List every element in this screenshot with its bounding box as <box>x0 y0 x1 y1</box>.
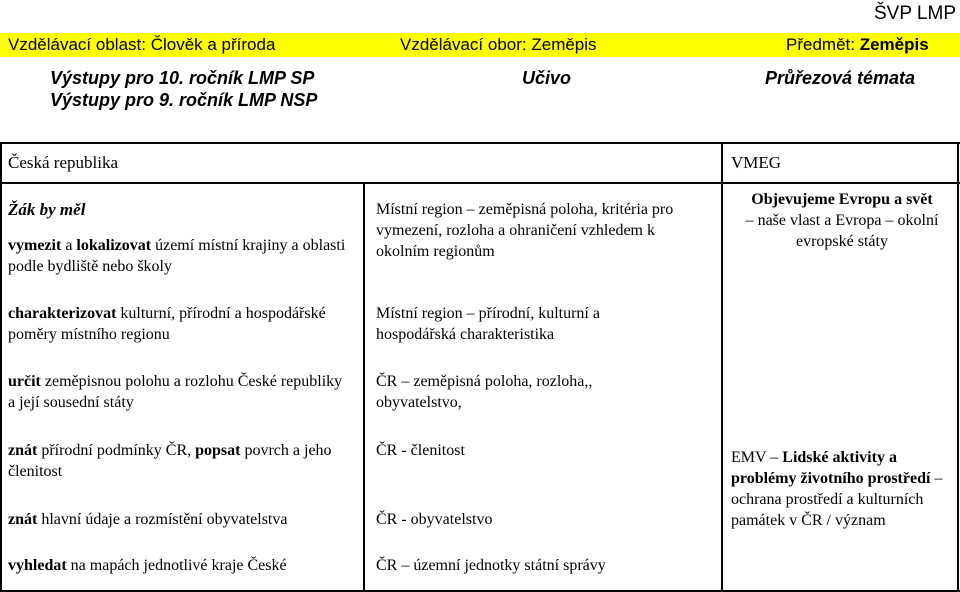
prurez-emv-text: – ochrana prostředí a kulturních památek v ČR / význam <box>731 470 943 529</box>
banner-predmet-prefix: Předmět: <box>786 35 860 54</box>
ucivo-row-3: ČR – zeměpisná poloha, rozloha,, obyvatelstvo, <box>376 373 593 411</box>
prurez-vmeg <box>731 189 953 252</box>
vystup-verb: vyhledat <box>8 557 67 574</box>
prurez-emv-prefix: EMV – <box>731 449 783 466</box>
vystup-verb: znát <box>8 442 38 459</box>
vystup-verb: vymezit <box>8 237 62 254</box>
table-top-border <box>0 142 960 144</box>
vystup-text: přírodní podmínky ČR, <box>37 442 196 459</box>
vystup-text: povrch a jeho členitost <box>8 442 332 480</box>
vystup-text: území místní krajiny a oblasti podle bydliště nebo školy <box>8 237 346 275</box>
header-ucivo: Učivo <box>522 68 572 88</box>
header-vystupy <box>50 67 317 111</box>
prurez-emv-title: Lidské aktivity a problémy životního prostředí <box>731 449 931 487</box>
vystup-row-2 <box>8 303 358 345</box>
vystup-row-1 <box>8 235 358 277</box>
banner-oblast: Vzdělávací oblast: Člověk a příroda <box>8 35 276 54</box>
zak-title: Žák by měl <box>8 200 86 219</box>
banner-obor: Vzdělávací obor: Zeměpis <box>400 35 597 54</box>
section-divider <box>0 182 960 184</box>
table-left-border <box>0 142 2 592</box>
header-prurezova: Průřezová témata <box>765 68 916 88</box>
vystup-text: kulturní, přírodní a hospodářské poměry místního regionu <box>8 305 326 343</box>
prurez-emv <box>731 447 951 531</box>
vystup-row-5 <box>8 509 358 530</box>
section-vmeg: VMEG <box>731 153 782 172</box>
banner-predmet-value: Zeměpis <box>859 35 929 54</box>
vystup-text: na mapách jednotlivé kraje České <box>66 557 287 574</box>
vystup-text: zeměpisnou polohu a rozlohu České republiky a její sousední státy <box>8 373 343 411</box>
ucivo-row-1: Místní region – zeměpisná poloha, kritéria pro vymezení, rozloha a ohraničení vzhledem k okolním regionům <box>376 201 674 260</box>
banner-predmet <box>786 35 929 55</box>
column-divider-2 <box>721 142 723 592</box>
header-vystupy-line1: Výstupy pro 10. ročník LMP SP <box>50 68 315 88</box>
ucivo-row-4: ČR - členitost <box>376 442 465 459</box>
vystup-verb: popsat <box>195 442 241 459</box>
header-vystupy-line2: Výstupy pro 9. ročník LMP NSP <box>50 90 318 110</box>
vystup-row-6 <box>8 555 358 576</box>
section-title: Česká republika <box>8 153 118 172</box>
vystup-text: a <box>61 237 77 254</box>
vystup-verb: znát <box>8 511 38 528</box>
document-tag: ŠVP LMP <box>873 3 956 24</box>
ucivo-row-5: ČR - obyvatelstvo <box>376 511 493 528</box>
vystup-row-4 <box>8 440 358 482</box>
vystup-verb: lokalizovat <box>76 237 152 254</box>
vystup-row-3 <box>8 371 343 413</box>
vystup-verb: charakterizovat <box>8 305 117 322</box>
ucivo-row-2: Místní region – přírodní, kulturní a hospodářská charakteristika <box>376 305 600 343</box>
prurez-vmeg-title: Objevujeme Evropu a svět <box>751 191 933 208</box>
vystup-text: hlavní údaje a rozmístění obyvatelstva <box>37 511 288 528</box>
column-divider-1 <box>363 182 365 592</box>
prurez-vmeg-text: – naše vlast a Evropa – okolní evropské státy <box>745 212 939 250</box>
vystup-verb: určit <box>8 373 41 390</box>
table-right-border <box>957 142 959 592</box>
subject-banner <box>0 33 960 57</box>
ucivo-row-6: ČR – územní jednotky státní správy <box>376 557 606 574</box>
